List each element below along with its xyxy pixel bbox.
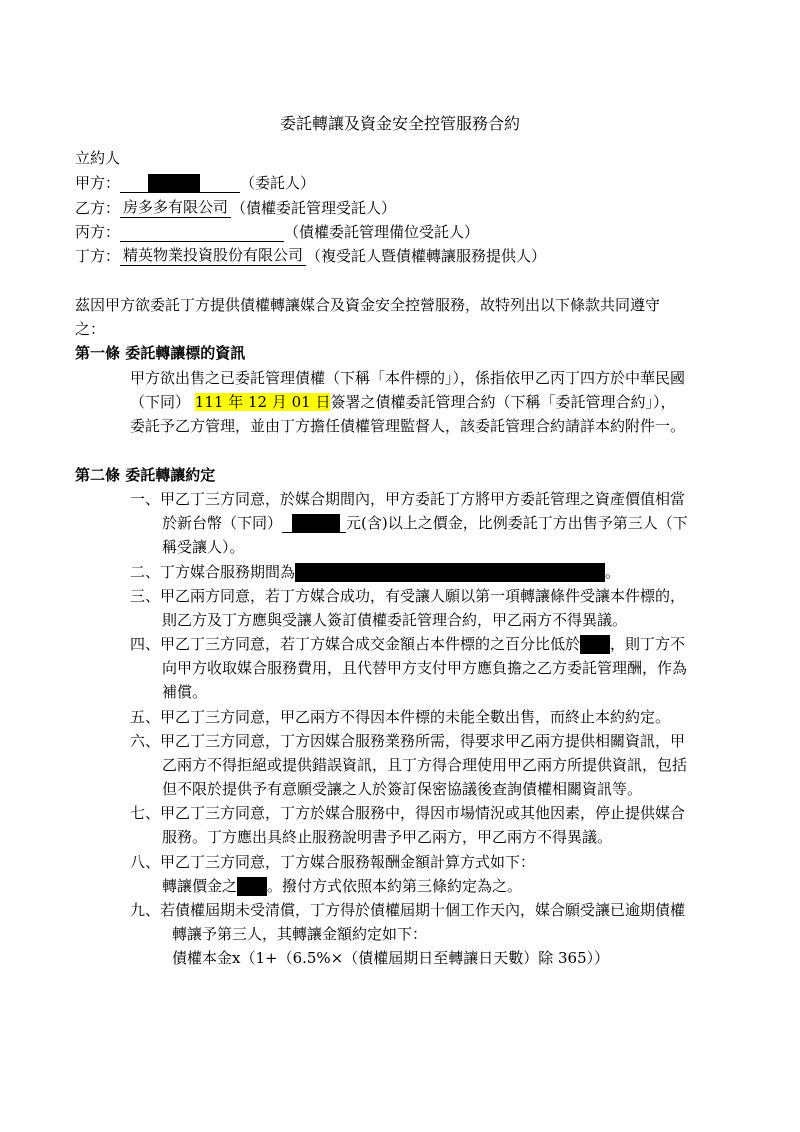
party-b-line bbox=[75, 198, 396, 218]
article-2-item-2 bbox=[130, 562, 620, 582]
article-2-item-9-line-1: 九、若債權屆期未受清償，丁方得於債權屆期十個工作天內，媒合願受讓已逾期債權 bbox=[130, 901, 686, 919]
party-c-blank bbox=[120, 222, 284, 242]
party-b-name: 房多多有限公司 bbox=[120, 198, 231, 218]
item-8-redacted-ratio bbox=[237, 877, 267, 896]
item-1-line-2-pre: 於新台幣（下同） bbox=[162, 514, 283, 532]
article-2-item-8-line-2 bbox=[162, 876, 522, 896]
article-2-item-8-line-1: 八、甲乙丁三方同意，丁方媒合服務報酬金額計算方式如下： bbox=[130, 853, 536, 871]
article-2-item-1-line-2 bbox=[162, 513, 688, 533]
article-2-item-4-line-3: 補償。 bbox=[162, 683, 208, 701]
article-1-heading: 第一條 委託轉讓標的資訊 bbox=[75, 344, 246, 362]
document-title: 委託轉讓及資金安全控管服務合約 bbox=[279, 114, 520, 133]
article-1-line-2 bbox=[130, 392, 675, 412]
item-4-line-1-pre: 四、甲乙丁三方同意，若丁方媒合成交金額占本件標的之百分比低於 bbox=[130, 635, 581, 653]
item-4-line-1-post: ，則丁方不 bbox=[610, 635, 686, 653]
party-d-role: （複受託人暨債權轉讓服務提供人） bbox=[306, 247, 547, 265]
article-1-line-2-post: 簽署之債權委託管理合約（下稱「委託管理合約」）， bbox=[330, 393, 676, 411]
intro-line-1: 茲因甲方欲委託丁方提供債權轉讓媒合及資金安全控營服務，故特列出以下條款共同遵守 bbox=[75, 296, 661, 314]
article-2-heading: 第二條 委託轉讓約定 bbox=[75, 466, 216, 484]
article-2-item-3-line-1: 三、甲乙兩方同意，若丁方媒合成功，有受讓人願以第一項轉讓條件受讓本件標的， bbox=[130, 587, 686, 605]
item-1-line-2-post: 元(含)以上之價金，比例委託丁方出售予第三人（下 bbox=[346, 514, 688, 532]
party-a-prefix: 甲方： bbox=[75, 174, 121, 192]
party-a-line bbox=[75, 173, 315, 193]
party-a-redacted-name bbox=[148, 174, 200, 193]
article-2-item-7-line-2: 服務。丁方應出具終止服務說明書予甲乙兩方，甲乙兩方不得異議。 bbox=[162, 828, 613, 846]
party-b-role: （債權委託管理受託人） bbox=[231, 199, 397, 217]
article-2-item-4-line-1 bbox=[130, 634, 685, 654]
article-1-line-2-pre: （下同） bbox=[130, 393, 191, 411]
article-2-item-5: 五、甲乙丁三方同意，甲乙兩方不得因本件標的未能全數出售，而終止本約約定。 bbox=[130, 708, 671, 726]
intro-line-2: 之： bbox=[75, 320, 106, 338]
article-2-item-7-line-1: 七、甲乙丁三方同意，丁方於媒合服務中，得因市場情況或其他因素，停止提供媒合 bbox=[130, 804, 686, 822]
party-d-name: 精英物業投資股份有限公司 bbox=[120, 246, 306, 266]
item-2-pre: 二、丁方媒合服務期間為 bbox=[130, 563, 296, 581]
item-2-post: 。 bbox=[605, 563, 621, 581]
article-1-line-3: 委託予乙方管理，並由丁方擔任債權管理監督人，該委託管理合約請詳本約附件一。 bbox=[130, 417, 686, 435]
item-8-line-2-post: 。撥付方式依照本約第三條約定為之。 bbox=[267, 877, 523, 895]
article-2-item-6-line-3: 但不限於提供予有意願受讓之人於簽訂保密協議後查詢債權相關資訊等。 bbox=[162, 780, 643, 798]
party-a-role: （委託人） bbox=[240, 174, 316, 192]
article-1-sign-date: 111 年 12 月 01 日 bbox=[194, 393, 331, 411]
party-b-prefix: 乙方： bbox=[75, 199, 121, 217]
article-2-item-9-line-2: 轉讓予第三人，其轉讓金額約定如下： bbox=[172, 925, 428, 943]
item-1-redacted-price bbox=[292, 514, 340, 533]
party-c-line bbox=[75, 222, 479, 242]
party-d-prefix: 丁方： bbox=[75, 247, 121, 265]
party-d-line bbox=[75, 246, 546, 266]
article-2-item-3-line-2: 則乙方及丁方應與受讓人簽訂債權委託管理合約，甲乙兩方不得異議。 bbox=[162, 611, 628, 629]
article-2-item-9-formula: 債權本金x（1+（6.5%×（債權屆期日至轉讓日天數）除 365）） bbox=[172, 949, 610, 967]
item-8-line-2-pre: 轉讓價金之 bbox=[162, 877, 238, 895]
article-2-item-1-line-1: 一、甲乙丁三方同意，於媒合期間內，甲方委託丁方將甲方委託管理之資產價值相當 bbox=[130, 490, 686, 508]
party-a-blank-left bbox=[120, 173, 148, 193]
article-1-line-1: 甲方欲出售之已委託管理債權（下稱「本件標的」），係指依甲乙丙丁四方於中華民國 bbox=[130, 369, 686, 387]
party-c-role: （債權委託管理備位受託人） bbox=[284, 223, 480, 241]
item-2-redacted-period bbox=[295, 563, 605, 582]
parties-heading: 立約人 bbox=[75, 149, 121, 167]
article-2-item-6-line-1: 六、甲乙丁三方同意，丁方因媒合服務業務所需，得要求甲乙兩方提供相關資訊，甲 bbox=[130, 732, 686, 750]
item-4-redacted-percent bbox=[580, 635, 610, 654]
article-2-item-6-line-2: 乙兩方不得拒絕或提供錯誤資訊，且丁方得合理使用甲乙兩方所提供資訊，包括 bbox=[162, 756, 688, 774]
article-2-item-1-line-3: 稱受讓人）。 bbox=[162, 538, 245, 556]
party-a-blank-right bbox=[200, 173, 240, 193]
item-1-price-blank-left bbox=[282, 513, 292, 533]
article-2-item-4-line-2: 向甲方收取媒合服務費用，且代替甲方支付甲方應負擔之乙方委託管理酬，作為 bbox=[162, 659, 688, 677]
party-c-prefix: 丙方： bbox=[75, 223, 121, 241]
